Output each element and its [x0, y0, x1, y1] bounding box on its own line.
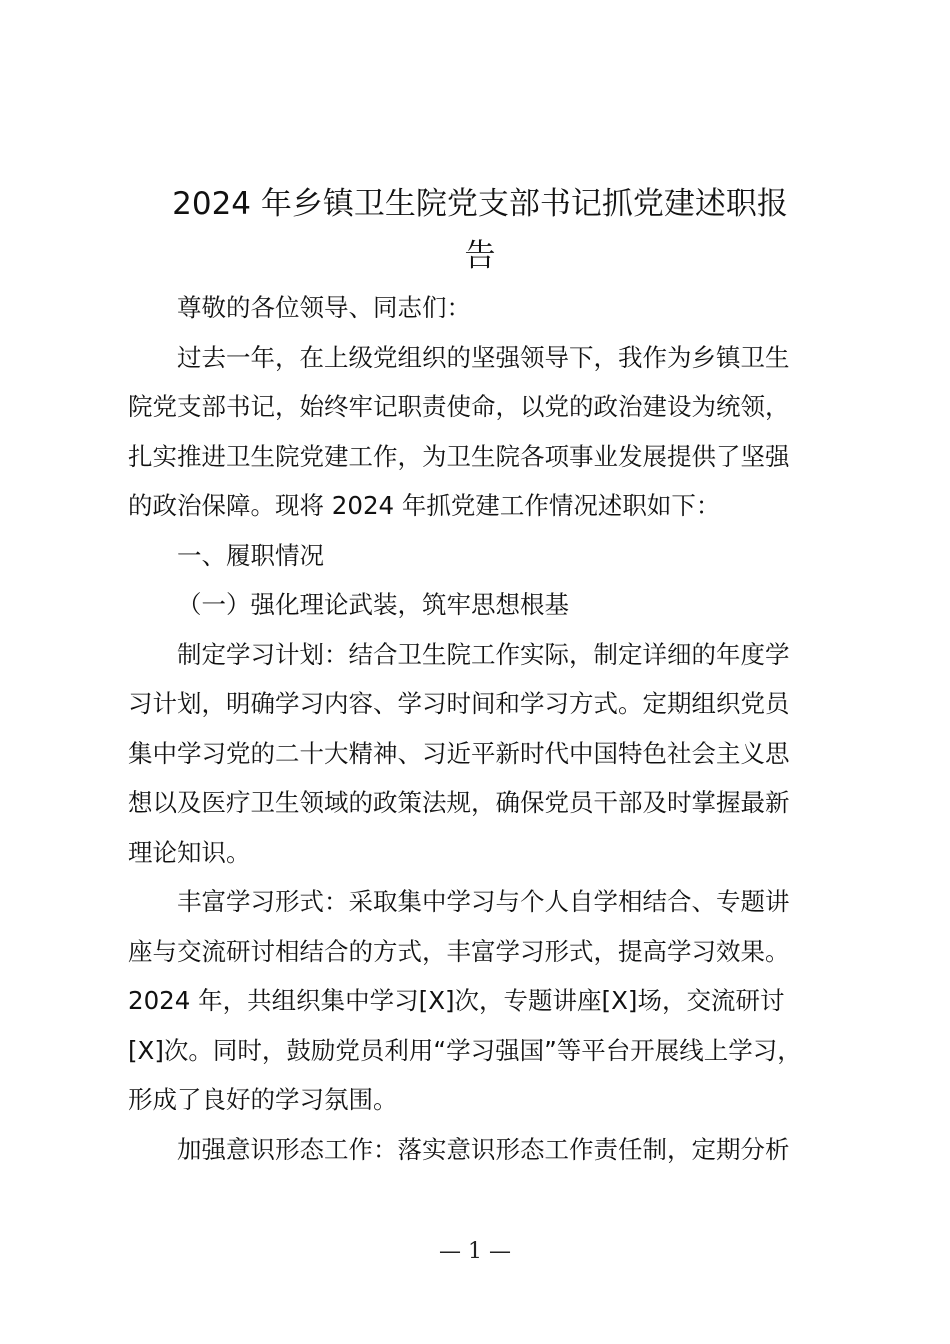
- study-forms-paragraph: [128, 877, 848, 1125]
- text-line: 加强意识形态工作：落实意识形态工作责任制，定期分析: [177, 1134, 790, 1164]
- section-heading: [128, 531, 848, 581]
- intro-paragraph: [128, 333, 848, 531]
- text-line: 扎实推进卫生院党建工作，为卫生院各项事业发展提供了坚强: [128, 441, 790, 471]
- ideology-paragraph: [128, 1125, 848, 1175]
- text-line: 的政治保障。现将 2024 年抓党建工作情况述职如下：: [128, 491, 721, 520]
- text-line: 尊敬的各位领导、同志们：: [177, 293, 471, 322]
- text-line: 2024 年，共组织集中学习[X]次，专题讲座[X]场，交流研讨: [128, 986, 785, 1015]
- text-line: 座与交流研讨相结合的方式，丰富学习形式，提高学习效果。: [128, 936, 790, 966]
- document-title-line-1: 2024 年乡镇卫生院党支部书记抓党建述职报: [172, 186, 788, 222]
- study-plan-paragraph: [128, 630, 848, 878]
- text-line: 想以及医疗卫生领域的政策法规，确保党员干部及时掌握最新: [128, 788, 790, 817]
- text-line: 一、履职情况: [177, 540, 324, 570]
- text-line: 理论知识。: [128, 837, 251, 867]
- text-line: [X]次。同时，鼓励党员利用“学习强国”等平台开展线上学习，: [128, 1035, 802, 1065]
- text-line: 院党支部书记，始终牢记职责使命，以党的政治建设为统领，: [128, 392, 790, 421]
- salutation: [128, 283, 848, 333]
- document-body: [128, 283, 848, 1174]
- text-line: 制定学习计划：结合卫生院工作实际，制定详细的年度学: [177, 639, 790, 669]
- text-line: （一）强化理论武装，筑牢思想根基: [177, 590, 569, 619]
- page-number: — 1 —: [439, 1239, 511, 1264]
- text-line: 形成了良好的学习氛围。: [128, 1085, 398, 1114]
- text-line: 过去一年，在上级党组织的坚强领导下，我作为乡镇卫生: [177, 342, 790, 372]
- text-line: 集中学习党的二十大精神、习近平新时代中国特色社会主义思: [128, 738, 790, 768]
- document-title-line-2: 告: [464, 238, 496, 274]
- text-line: 丰富学习形式：采取集中学习与个人自学相结合、专题讲: [177, 887, 790, 916]
- subsection-heading: [128, 580, 848, 630]
- text-line: 习计划，明确学习内容、学习时间和学习方式。定期组织党员: [128, 689, 790, 718]
